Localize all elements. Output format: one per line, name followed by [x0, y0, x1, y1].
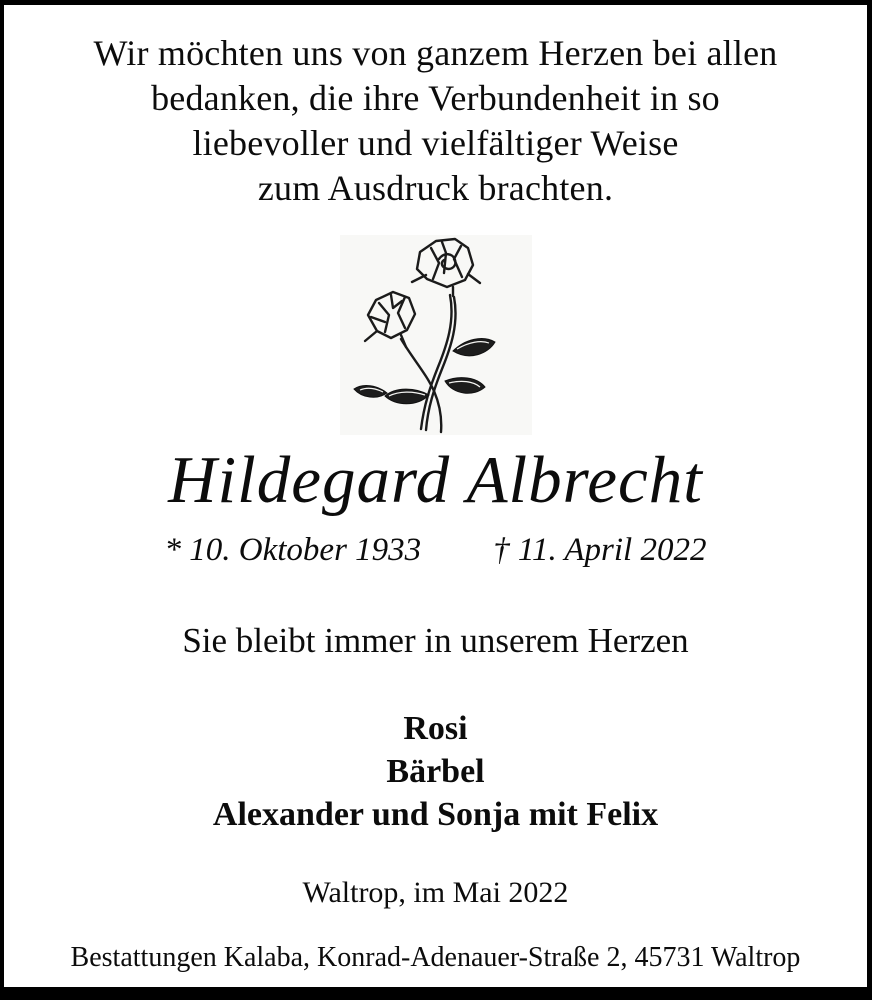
place-date-line: Waltrop, im Mai 2022 — [302, 876, 569, 909]
funeral-home-line: Bestattungen Kalaba, Konrad-Adenauer-Straße 2, 45731 Waltrop — [70, 942, 801, 973]
thanks-line-3: liebevoller und vielfältiger Weise — [192, 123, 679, 163]
mourners-list — [4, 707, 867, 836]
death-date: † 11. April 2022 — [493, 532, 707, 568]
mourner-name: Rosi — [403, 710, 468, 747]
memorial-line: Sie bleibt immer in unserem Herzen — [182, 621, 689, 660]
deceased-name: Hildegard Albrecht — [168, 443, 703, 517]
life-dates — [4, 529, 867, 571]
two-roses-sketch-icon — [341, 235, 531, 435]
thanks-message — [4, 31, 867, 211]
thanks-line-4: zum Ausdruck brachten. — [257, 168, 614, 208]
mourner-name: Bärbel — [386, 753, 485, 790]
thanks-line-1: Wir möchten uns von ganzem Herzen bei allen — [93, 33, 778, 73]
thanks-line-2: bedanken, die ihre Verbundenheit in so — [151, 78, 720, 118]
mourner-name: Alexander und Sonja mit Felix — [212, 796, 659, 833]
rose-illustration — [340, 235, 532, 435]
birth-date: * 10. Oktober 1933 — [164, 532, 422, 568]
